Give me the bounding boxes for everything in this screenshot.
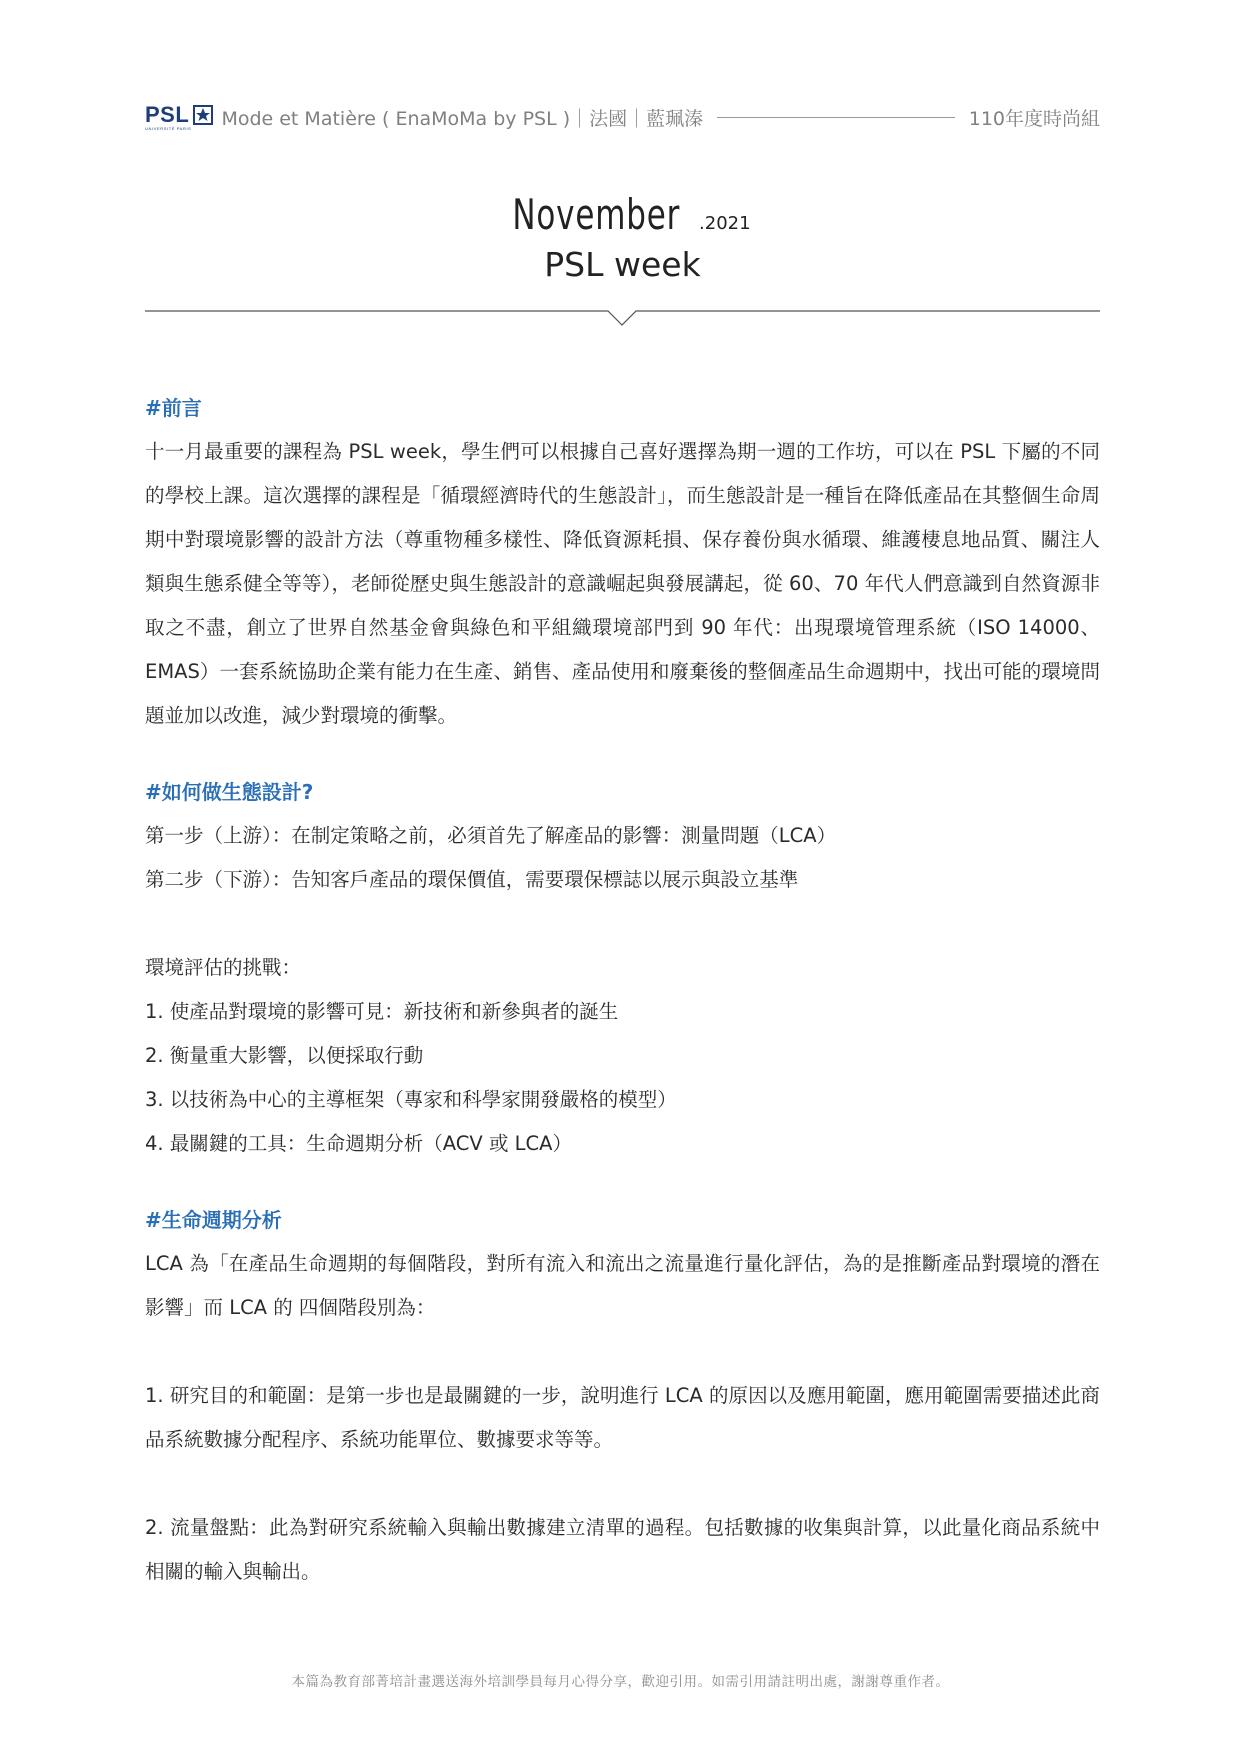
step-2: 第二步（下游）：告知客戶產品的環保價值，需要環保標誌以展示與設立基準 [145,868,799,891]
lca-stage-1: 1. 研究目的和範圍：是第一步也是最關鍵的一步，說明進行 LCA 的原因以及應用範圍，應用範圍需要描述此商品系統數據分配程序、系統功能單位、數據要求等等。 [145,1384,1100,1451]
header-course-info: Mode et Matière ( EnaMoMa by PSL )｜法國｜藍珮溱 [221,107,704,130]
header-divider [717,117,955,118]
logo-text: PSL [145,101,190,127]
list-item: 3. 以技術為中心的主導框架（專家和科學家開發嚴格的模型） [145,1088,677,1111]
title-block [145,190,1100,284]
main-content [145,386,1100,1594]
section-heading-lca: #生命週期分析 [145,1208,282,1232]
lca-paragraph: LCA 為「在產品生命週期的每個階段，對所有流入和流出之流量進行量化評估，為的是推斷產品對環境的潛在影響」而 LCA 的 四個階段別為： [145,1252,1100,1319]
section-heading-intro: #前言 [145,396,202,420]
challenge-title: 環境評估的挑戰： [145,956,302,979]
step-1: 第一步（上游）：在制定策略之前，必須首先了解產品的影響：測量問題（LCA） [145,824,837,847]
intro-paragraph: 十一月最重要的課程為 PSL week，學生們可以根據自己喜好選擇為期一週的工作坊，可以在 PSL 下屬的不同的學校上課。這次選擇的課程是「循環經濟時代的生態設計」，而生態設計是一種旨在降低產品在其整個生命周期中對環境影響的設計方法（尊重物種多樣性、降低資源耗損、保存養份與水循環、維護棲息地品質、關注人類與生態系健全等等），老師從歷史與生態設計的意識崛起與發展講起，從 60、70 年代人們意識到自然資源非取之不盡，創立了世界自然基金會與綠色和平組織環境部門到 90 年代：出現環境管理系統（ISO 14000、EMAS）一套系統協助企業有能力在生產、銷售、產品使用和廢棄後的整個產品生命週期中，找出可能的環境問題並加以改進，減少對環境的衝擊。 [145,440,1100,727]
section-heading-how: #如何做生態設計? [145,780,314,804]
list-item: 2. 衡量重大影響，以便採取行動 [145,1044,424,1067]
star-icon [193,105,213,125]
list-item: 4. 最關鍵的工具：生命週期分析（ACV 或 LCA） [145,1132,572,1155]
page-footer: 本篇為教育部菁培計畫選送海外培訓學員每月心得分享，歡迎引用。如需引用請註明出處，謝謝尊重作者。 [291,1674,950,1690]
title-month: November [512,190,681,239]
page-header [145,102,1100,132]
lca-stage-2: 2. 流量盤點：此為對研究系統輸入與輸出數據建立清單的過程。包括數據的收集與計算，以此量化商品系統中相關的輸入與輸出。 [145,1516,1100,1583]
title-divider [145,305,1100,329]
page-title [145,190,1100,239]
psl-logo [145,101,213,131]
list-item: 1. 使產品對環境的影響可見：新技術和新參與者的誕生 [145,1000,619,1023]
logo-subtext: UNIVERSITÉ PARIS [145,125,192,131]
title-year: .2021 [699,213,751,234]
header-year-group: 110年度時尚組 [968,107,1100,130]
page-subtitle: PSL week [544,245,701,284]
